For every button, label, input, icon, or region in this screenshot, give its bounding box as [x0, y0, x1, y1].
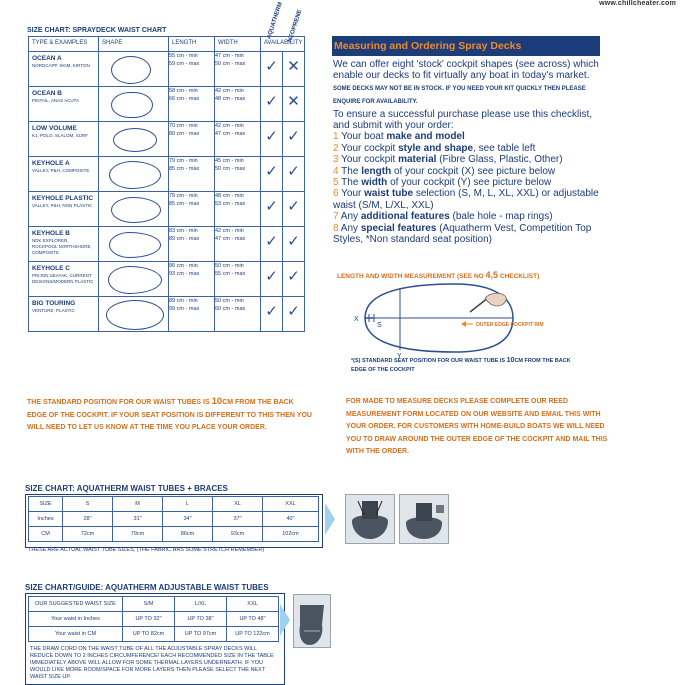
size-row	[29, 612, 279, 627]
aquatherm-column-label: AQUATHERM	[266, 1, 284, 41]
cockpit-shape-icon	[109, 161, 161, 189]
header-availability: AVAILABILITY	[261, 37, 305, 52]
spraydeck-chart-title: SIZE CHART: SPRAYDECK WAIST CHART	[27, 27, 167, 34]
spraydeck-table	[28, 36, 305, 332]
width-cell: 50 cm - min 55 cm - max	[215, 262, 261, 297]
aquatherm-availability: ✓	[261, 227, 283, 262]
deck-type-name: KEYHOLE PLASTIC	[32, 195, 94, 202]
size-cell: 37"	[213, 512, 263, 527]
size-row-label: Inches	[29, 512, 63, 527]
size-cell: S	[63, 497, 113, 512]
size-cell: L/XL	[175, 597, 227, 612]
spraydeck-row	[29, 87, 305, 122]
deck-type-name: LOW VOLUME	[32, 125, 77, 132]
header-shape: SHAPE	[99, 37, 169, 52]
stock-note: SOME DECKS MAY NOT BE IN STOCK. IF YOU NEED YOUR KIT QUICKLY THEN PLEASE ENQUIRE FOR AVAILABILITY.	[333, 85, 586, 106]
aquatherm-availability: ✓	[261, 157, 283, 192]
size-cell: UP TO 97cm	[175, 627, 227, 642]
standard-position-note: THE STANDARD POSITION FOR OUR WAIST TUBES IS 10CM FROM THE BACK EDGE OF THE COCKPIT. IF YOUR SEAT POSITION IS DIFFERENT TO THIS THEN YOU WILL NEED TO LET US KNOW AT THE TIME YOU PLACE YOUR ORDER.	[27, 396, 312, 432]
rim-label: OUTER EDGE COCKPIT RIM	[476, 322, 544, 328]
adjustable-deck-photo	[293, 594, 331, 648]
aquatherm-availability: ✓	[261, 122, 283, 157]
spraydeck-row	[29, 297, 305, 332]
checklist-item: 3 Your cockpit material (Fibre Glass, Plastic, Other)	[333, 154, 563, 166]
length-cell: 79 cm - min 85 cm - max	[169, 157, 215, 192]
size-cell: UP TO 122cm	[227, 627, 279, 642]
deck-examples: VENTURE, PLASTIC	[32, 308, 75, 313]
size-row	[29, 497, 319, 512]
checklist-intro: To ensure a successful purchase please use this checklist, and submit with your order:	[333, 108, 593, 132]
spraydeck-row	[29, 192, 305, 227]
spraydeck-row	[29, 157, 305, 192]
size-cell: 31"	[113, 512, 163, 527]
aquatherm-availability: ✓	[261, 297, 283, 332]
measuring-heading: Measuring and Ordering Spray Decks	[332, 36, 600, 56]
aquatherm-availability: ✓	[261, 52, 283, 87]
neoprene-column-label: NEOPRENE	[287, 9, 304, 43]
lw-title: LENGTH AND WIDTH MEASUREMENT (SEE NO 4,5 CHECKLIST)	[337, 270, 540, 280]
deck-type-name: BIG TOURING	[32, 300, 76, 307]
arrow-right-icon	[325, 503, 335, 535]
size-row-label: OUR SUGGESTED WAIST SIZE	[29, 597, 123, 612]
aquatherm-availability: ✓	[261, 87, 283, 122]
checklist-item: 1 Your boat make and model	[333, 131, 465, 143]
size-row-label: SIZE	[29, 497, 63, 512]
hand-with-pen-icon	[470, 293, 506, 312]
size-cell: L	[163, 497, 213, 512]
size-row	[29, 527, 319, 542]
spraydeck-photo-2	[399, 494, 449, 544]
spraydeck-row	[29, 52, 305, 87]
deck-examples: NORDCAPP, SKIM, KIRTON	[32, 63, 90, 68]
cockpit-shape-icon	[111, 197, 161, 223]
checklist-item: 2 Your cockpit style and shape, see table left	[333, 142, 536, 154]
deck-type-name: KEYHOLE A	[32, 160, 70, 167]
width-cell: 48 cm - min 53 cm - max	[215, 192, 261, 227]
spraydeck-row	[29, 262, 305, 297]
cockpit-shape-icon	[108, 266, 162, 294]
deck-examples: PINTAIL, ANAS ACUTA	[32, 98, 80, 103]
size-cell: 28"	[63, 512, 113, 527]
size-cell: S/M	[123, 597, 175, 612]
size-row	[29, 627, 279, 642]
neoprene-availability: ✕	[283, 52, 305, 87]
cockpit-shape-icon	[113, 128, 157, 152]
size-row	[29, 512, 319, 527]
width-cell: 47 cm - min 50 cm - max	[215, 52, 261, 87]
size-row	[29, 597, 279, 612]
size-cell: UP TO 38"	[175, 612, 227, 627]
measuring-text	[333, 59, 605, 246]
size-row-label: CM	[29, 527, 63, 542]
size-cell: 72cm	[63, 527, 113, 542]
checklist-item: 6 Your waist tube selection (S, M, L, XL, XXL) or adjustable waist (S/M, L/XL, XXL)	[333, 188, 599, 211]
length-cell: 83 cm - min 89 cm - max	[169, 227, 215, 262]
checklist	[333, 131, 605, 245]
size-cell: 86cm	[163, 527, 213, 542]
seat-note: *(S) STANDARD SEAT POSITION FOR OUR WAIST TUBE IS 10CM FROM THE BACK EDGE OF THE COCKPIT	[351, 357, 571, 373]
deck-examples: K1, POLO, SLALOM, SURF	[32, 133, 89, 138]
size-cell: M	[113, 497, 163, 512]
aquatherm-availability: ✓	[261, 192, 283, 227]
neoprene-availability: ✓	[283, 192, 305, 227]
adjustable-tubes-table	[28, 596, 279, 642]
diagram-x-label: X	[354, 316, 359, 323]
length-cell: 55 cm - min 59 cm - max	[169, 52, 215, 87]
size-cell: 93cm	[213, 527, 263, 542]
header-type: TYPE & EXAMPLES	[29, 37, 99, 52]
cockpit-shape-icon	[106, 300, 164, 330]
deck-type-name: OCEAN B	[32, 90, 62, 97]
neoprene-availability: ✓	[283, 262, 305, 297]
spraydeck-row	[29, 122, 305, 157]
aquatherm-availability: ✓	[261, 262, 283, 297]
neoprene-availability: ✓	[283, 122, 305, 157]
diagram-s-label: S	[377, 322, 382, 329]
spraydeck-row	[29, 227, 305, 262]
size-cell: UP TO 82cm	[123, 627, 175, 642]
diagram-y-label: Y	[397, 353, 402, 358]
deck-examples: NDK EXPLORER, ROCKPOOL NORTHSHORE, COMPOSITE	[32, 238, 92, 255]
length-cell: 86 cm - min 93 cm - max	[169, 262, 215, 297]
checklist-item: 7 Any additional features (bale hole - map rings)	[333, 211, 553, 223]
deck-type-name: KEYHOLE B	[32, 230, 70, 237]
length-cell: 89 cm - min 99 cm - max	[169, 297, 215, 332]
deck-type-name: OCEAN A	[32, 55, 62, 62]
width-cell: 50 cm - min 60 cm - max	[215, 297, 261, 332]
neoprene-availability: ✓	[283, 297, 305, 332]
neoprene-availability: ✓	[283, 157, 305, 192]
cockpit-shape-icon	[111, 56, 151, 84]
length-cell: 70 cm - min 80 cm - max	[169, 122, 215, 157]
checklist-item: 8 Any special features (Aquatherm Vest, Competition Top Styles, *Non standard seat position)	[333, 222, 592, 246]
arrow-right-icon-2	[280, 604, 290, 636]
size-cell: XXL	[227, 597, 279, 612]
checklist-item: 5 The width of your cockpit (Y) see picture below	[333, 177, 552, 189]
aquatherm-tubes-title: SIZE CHART: AQUATHERM WAIST TUBES + BRACES	[25, 484, 228, 493]
size-row-label: Your waist in Inches	[29, 612, 123, 627]
size-cell: 34"	[163, 512, 213, 527]
width-cell: 45 cm - min 50 cm - max	[215, 157, 261, 192]
spraydeck-photo-1	[345, 494, 395, 544]
deck-type-name: KEYHOLE C	[32, 265, 70, 272]
intro-text: We can offer eight 'stock' cockpit shapes (see across) which enable our decks to fit virtually any boat in today's market.	[333, 59, 599, 82]
width-cell: 42 cm - min 48 cm - max	[215, 87, 261, 122]
length-cell: 79 cm - min 85 cm - max	[169, 192, 215, 227]
cockpit-shape-icon	[109, 232, 161, 258]
width-cell: 42 cm - min 47 cm - max	[215, 227, 261, 262]
cockpit-diagram	[345, 280, 555, 358]
neoprene-availability: ✓	[283, 227, 305, 262]
size-row-label: Your waist in CM	[29, 627, 123, 642]
adjustable-tubes-title: SIZE CHART/GUIDE: AQUATHERM ADJUSTABLE WAIST TUBES	[25, 583, 269, 592]
length-cell: 58 cm - min 66 cm - max	[169, 87, 215, 122]
size-cell: XL	[213, 497, 263, 512]
header-width: WIDTH	[215, 37, 261, 52]
size-cell: XXL	[263, 497, 319, 512]
made-to-measure-note: FOR MADE TO MEASURE DECKS PLEASE COMPLETE OUR REED MEASUREMENT FORM LOCATED ON OUR WEBSITE AND EMAIL THIS WITH YOUR ORDER. FOR CUSTOMERS WITH HOME-BUILD BOATS WE WILL NEED YOU TO DRAW AROUND THE OUTER EDGE OF THE COCKPIT AND MAIL THIS WITH THE ORDER.	[346, 398, 608, 456]
size-cell: 102cm	[263, 527, 319, 542]
deck-examples: VALLEY, P&H, NON PLASTIC	[32, 203, 93, 208]
aquatherm-tubes-note: THESE ARE ACTUAL WAIST TUBE SIZES, (THE FABRIC HAS SOME STRETCH REMEMBER)	[28, 547, 265, 553]
width-cell: 42 cm - min 47 cm - max	[215, 122, 261, 157]
size-cell: 79cm	[113, 527, 163, 542]
size-cell: UP TO 32"	[123, 612, 175, 627]
adjustable-tubes-note: THE DRAW CORD ON THE WAIST TUBE OF ALL THE ADJUSTABLE SPRAY DECKS WILL REDUCE DOWN TO 2 INCHES CIRCUMFERENCE! EACH RECOMMENDED SIZE IN THE TABLE IMMEDIATELY ABOVE WILL ALLOW FOR SOME THERMAL LAYERS UNDERNEATH. IF YOU WOULD LIKE MORE ROOM/SPACE FOR MORE LAYERS THEN PLEASE SELECT THE NEXT WAIST SIZE UP.	[30, 646, 274, 680]
site-url: www.chillcheater.com	[599, 0, 676, 7]
deck-examples: PRIJON SEAYAK, CURRENT DESIGNS/MODERN PLASTIC	[32, 273, 94, 284]
aquatherm-tubes-table	[28, 496, 319, 542]
size-cell: UP TO 48"	[227, 612, 279, 627]
neoprene-availability: ✕	[283, 87, 305, 122]
deck-examples: VALLEY, P&H, COMPOSITE	[32, 168, 90, 173]
cockpit-shape-icon	[111, 92, 153, 118]
size-cell: 40"	[263, 512, 319, 527]
checklist-item: 4 The length of your cockpit (X) see picture below	[333, 165, 556, 177]
header-length: LENGTH	[169, 37, 215, 52]
